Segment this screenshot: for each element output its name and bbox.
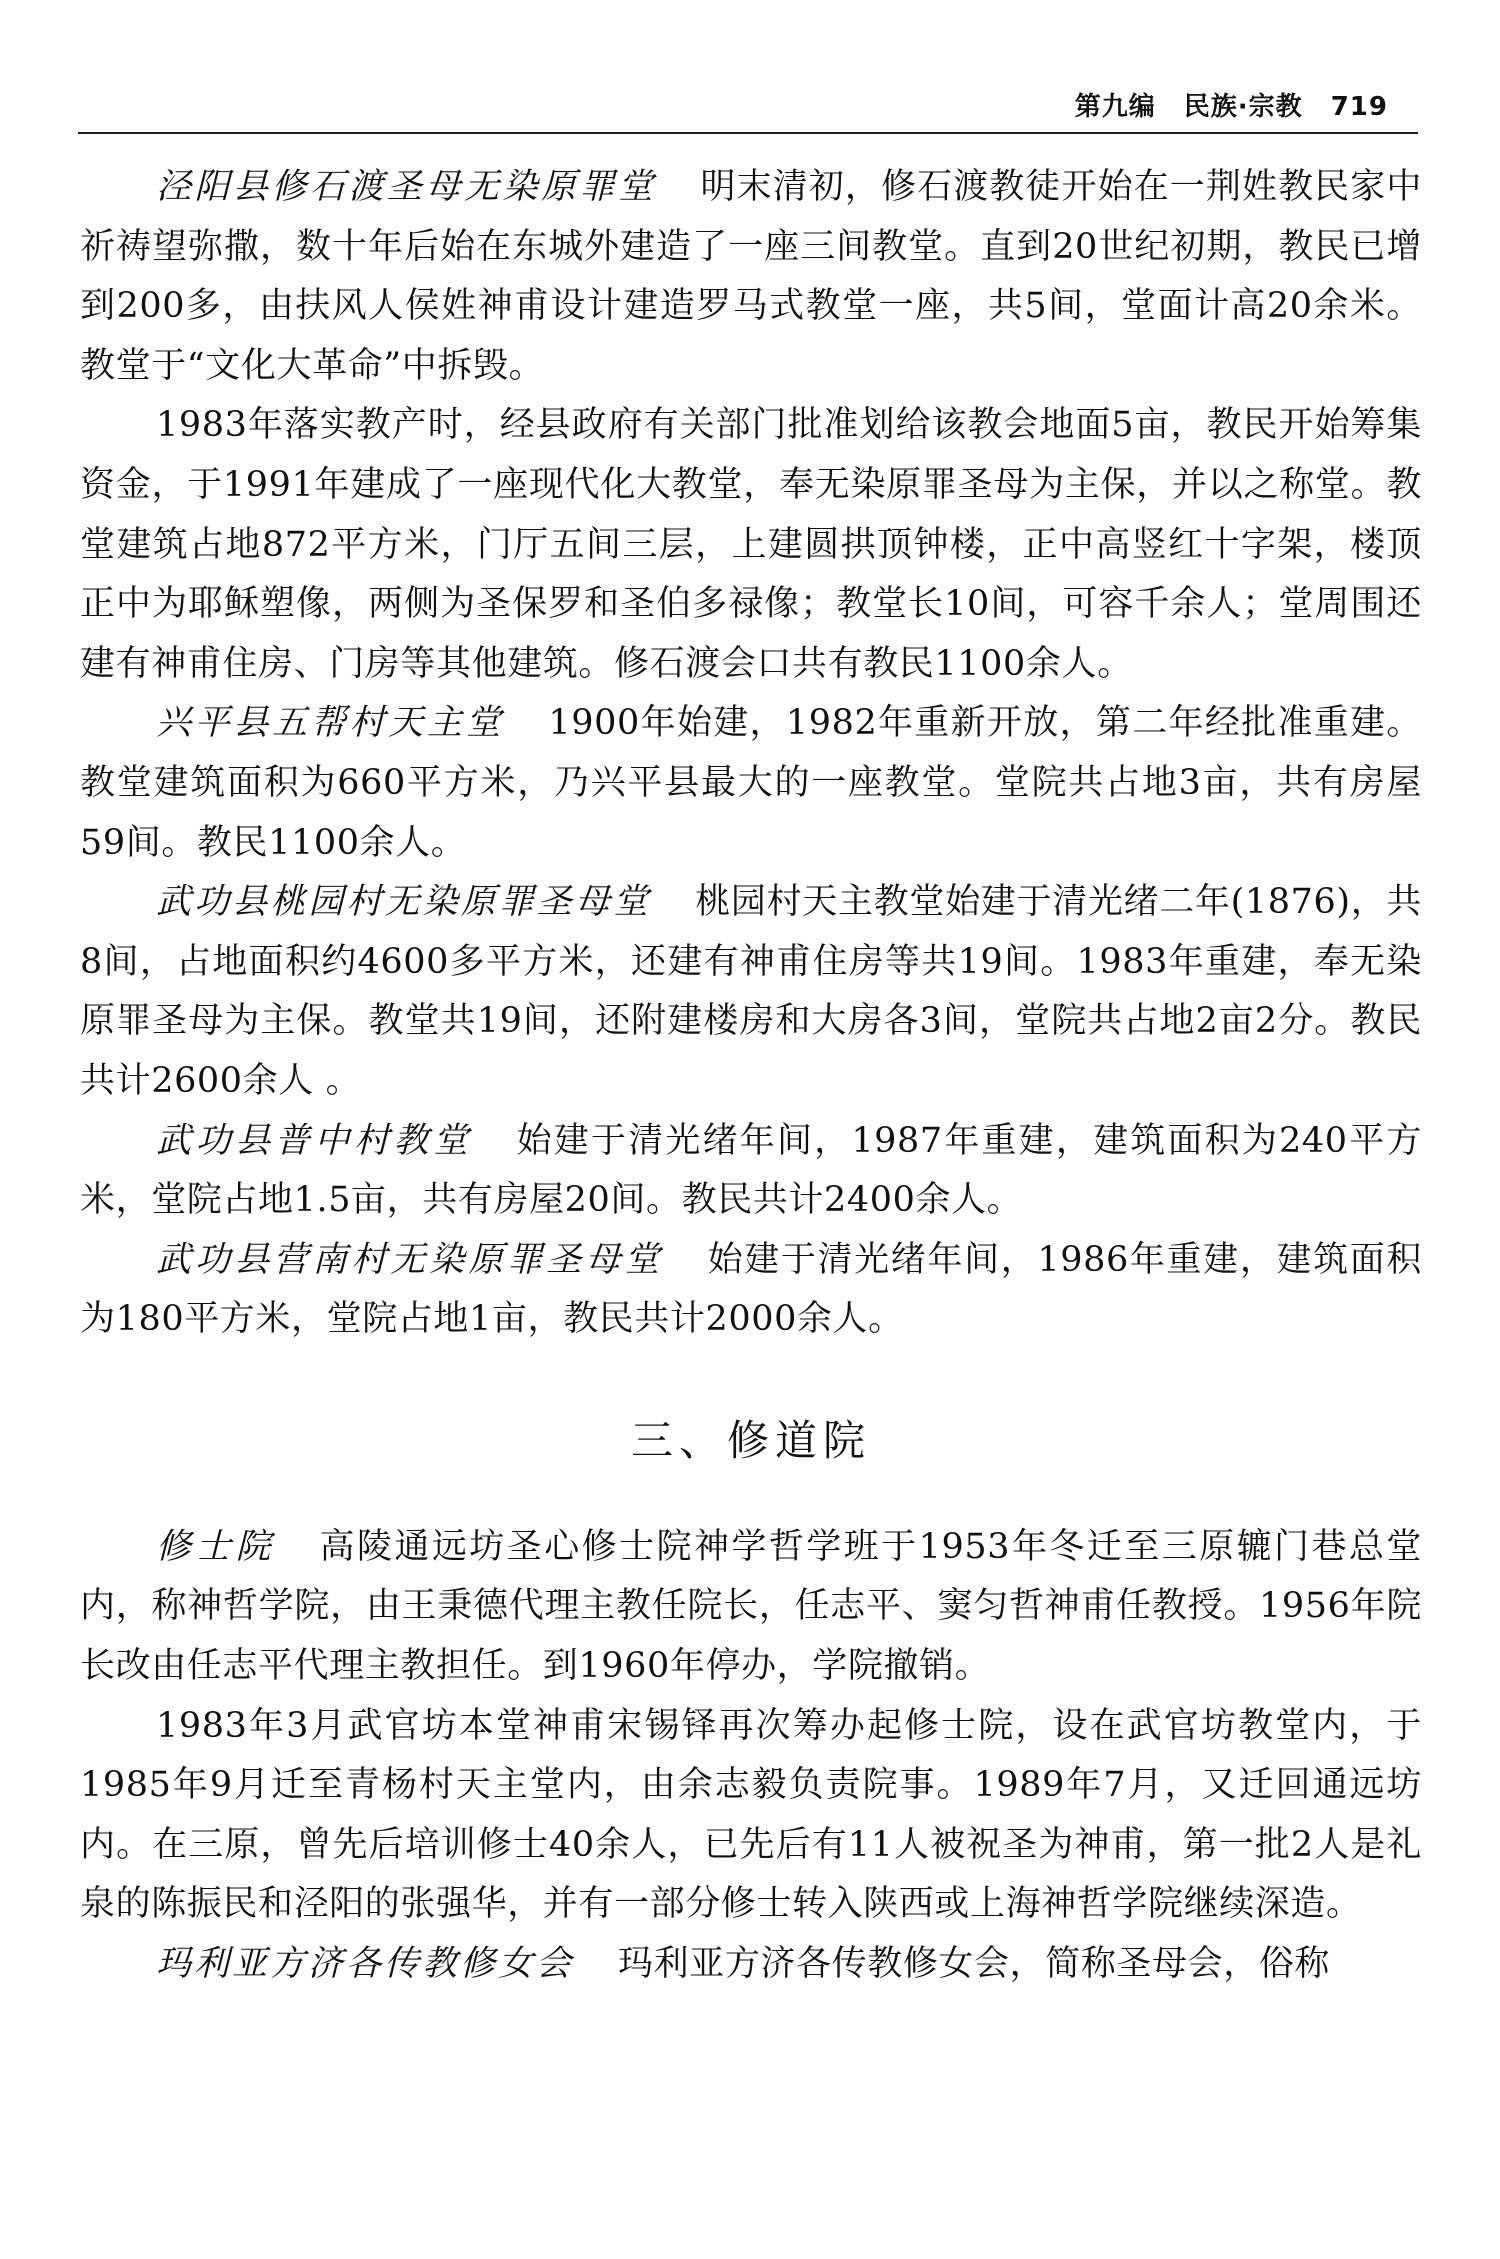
paragraph-monastery-1	[80, 1518, 1422, 1697]
paragraph-monastery-2	[80, 1697, 1422, 1935]
paragraph-text: 1983年3月武官坊本堂神甫宋锡铎再次筹办起修士院，设在武官坊教堂内，于1985年9月迁至青杨村天主堂内，由余志毅负责院事。1989年7月，又迁回通远坊内。在三原，曾先后培训修士40余人，已先后有11人被祝圣为神甫，第一批2人是礼泉的陈振民和泾阳的张强华，并有一部分修士转入陕西或上海神哲学院继续深造。	[80, 1705, 1422, 1925]
entry-title: 武功县桃园村无染原罪圣母堂	[156, 882, 652, 923]
running-head	[1075, 86, 1388, 123]
paragraph-text: 明末清初，修石渡教徒开始在一荆姓教民家中祈祷望弥撒，数十年后始在东城外建造了一座三间教堂。直到20世纪初期，教民已增到200多，由扶风人侯姓神甫设计建造罗马式教堂一座，共5间，堂面计高20余米。教堂于“文化大革命”中拆毁。	[80, 167, 1422, 386]
paragraph-yingnan	[80, 1231, 1422, 1350]
entry-title: 武功县普中村教堂	[156, 1120, 473, 1161]
entry-title: 修士院	[156, 1526, 276, 1567]
running-head-part: 第九编	[1074, 92, 1156, 122]
paragraph-text: 1983年落实教产时，经县政府有关部门批准划给该教会地面5亩，教民开始筹集资金，于1991年建成了一座现代化大教堂，奉无染原罪圣母为主保，并以之称堂。教堂建筑占地872平方米，门厅五间三层，上建圆拱顶钟楼，正中高竖红十字架，楼顶正中为耶稣塑像，两侧为圣保罗和圣伯多禄像；教堂长10间，可容千余人；堂周围还建有神甫住房、门房等其他建筑。修石渡会口共有教民1100余人。	[80, 405, 1422, 684]
paragraph-text: 始建于清光绪年间，1986年重建，建筑面积为180平方米，堂院占地1亩，教民共计2000余人。	[80, 1239, 1422, 1340]
paragraph-xishidu-2	[80, 396, 1422, 694]
page-number: 719	[1330, 92, 1388, 122]
entry-title: 玛利亚方济各传教修女会	[156, 1944, 575, 1985]
paragraph-text: 1900年始建，1982年重新开放，第二年经批准重建。教堂建筑面积为660平方米，乃兴平县最大的一座教堂。堂院共占地3亩，共有房屋59间。教民1100余人。	[80, 703, 1423, 863]
running-head-section: 民族·宗教	[1183, 92, 1303, 122]
entry-title: 兴平县五帮村天主堂	[156, 703, 505, 744]
entry-title: 武功县营南村无染原罪圣母堂	[156, 1239, 664, 1280]
paragraph-taoyuan	[80, 873, 1422, 1111]
entry-title: 泾阳县修石渡圣母无染原罪堂	[156, 167, 657, 207]
paragraph-sisters	[80, 1935, 1422, 1995]
header-rule	[78, 132, 1418, 134]
paragraph-puzhong	[80, 1112, 1422, 1231]
paragraph-wubang	[80, 694, 1422, 873]
paragraph-text: 玛利亚方济各传教修女会，简称圣母会，俗称	[618, 1944, 1331, 1985]
paragraph-xishidu-1	[80, 158, 1422, 396]
paragraph-text: 始建于清光绪年间，1987年重建，建筑面积为240平方米，堂院占地1.5亩，共有房屋20间。教民共计2400余人。	[80, 1120, 1422, 1221]
section-heading: 三、修道院	[630, 1415, 871, 1465]
paragraph-text: 桃园村天主教堂始建于清光绪二年(1876)，共8间，占地面积约4600多平方米，还建有神甫住房等共19间。1983年重建，奉无染原罪圣母为主保。教堂共19间，还附建楼房和大房各3间，堂院共占地2亩2分。教民共计2600余人 。	[80, 882, 1422, 1101]
page-body	[80, 158, 1422, 1995]
paragraph-text: 高陵通远坊圣心修士院神学哲学班于1953年冬迁至三原辘门巷总堂内，称神哲学院，由王秉德代理主教任院长，任志平、窦匀哲神甫任教授。1956年院长改由任志平代理主教担任。到1960年停办，学院撤销。	[80, 1526, 1422, 1687]
